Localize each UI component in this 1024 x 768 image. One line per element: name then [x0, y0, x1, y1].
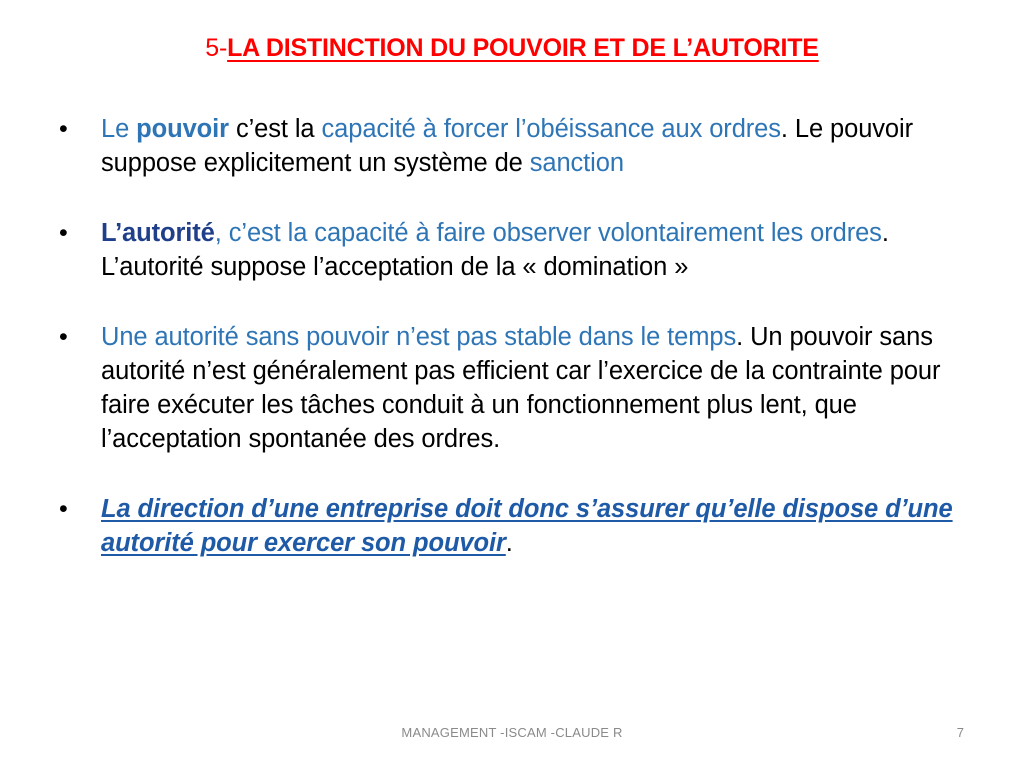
- term-autorite: L’autorité: [101, 219, 215, 247]
- statement-stabilite: Une autorité sans pouvoir n’est pas stable dans le temps: [101, 323, 737, 351]
- bullet-text-segment: , c’est la: [214, 219, 315, 247]
- bullet-text-segment: . L’autorité suppose l’acceptation de la « domination »: [101, 219, 889, 281]
- bullet-dot-icon: •: [59, 115, 68, 143]
- bullet-text-segment: .: [505, 529, 513, 557]
- term-pouvoir: pouvoir: [136, 115, 229, 143]
- definition-pouvoir: capacité à forcer l’obéissance aux ordres: [321, 115, 781, 143]
- bullet-dot-icon: •: [59, 495, 68, 523]
- bullet-stabilite: [55, 320, 975, 456]
- conclusion-text: La direction d’une entreprise doit donc s’assurer qu’elle dispose d’une autorité pour exercer son pouvoir: [101, 495, 953, 557]
- title-text: LA DISTINCTION DU POUVOIR ET DE L’AUTORITE: [227, 34, 819, 62]
- bullet-text-segment: Le: [101, 115, 137, 143]
- bullet-text-segment: . Le pouvoir suppose explicitement un système de: [101, 115, 913, 177]
- slide-title: [0, 34, 1024, 63]
- bullet-text-segment: . Un pouvoir sans autorité n’est généralement pas efficient car l’exercice de la contrainte pour faire exécuter les tâches conduit à un fonctionnement plus lent, que l’acceptation spontanée des ordres.: [101, 323, 941, 453]
- bullet-pouvoir: [55, 112, 975, 180]
- bullet-list: [55, 112, 975, 560]
- bullet-dot-icon: •: [59, 219, 68, 247]
- page-number: 7: [956, 725, 964, 740]
- title-number: 5-: [205, 34, 228, 62]
- bullet-autorite: [55, 216, 975, 284]
- term-sanction: sanction: [529, 149, 624, 177]
- definition-autorite: capacité à faire observer volontairement les ordres: [314, 219, 882, 247]
- bullet-dot-icon: •: [59, 323, 68, 351]
- bullet-conclusion: [55, 492, 975, 560]
- bullet-text-segment: c’est la: [228, 115, 322, 143]
- slide-footer: MANAGEMENT -ISCAM -CLAUDE R: [401, 725, 623, 740]
